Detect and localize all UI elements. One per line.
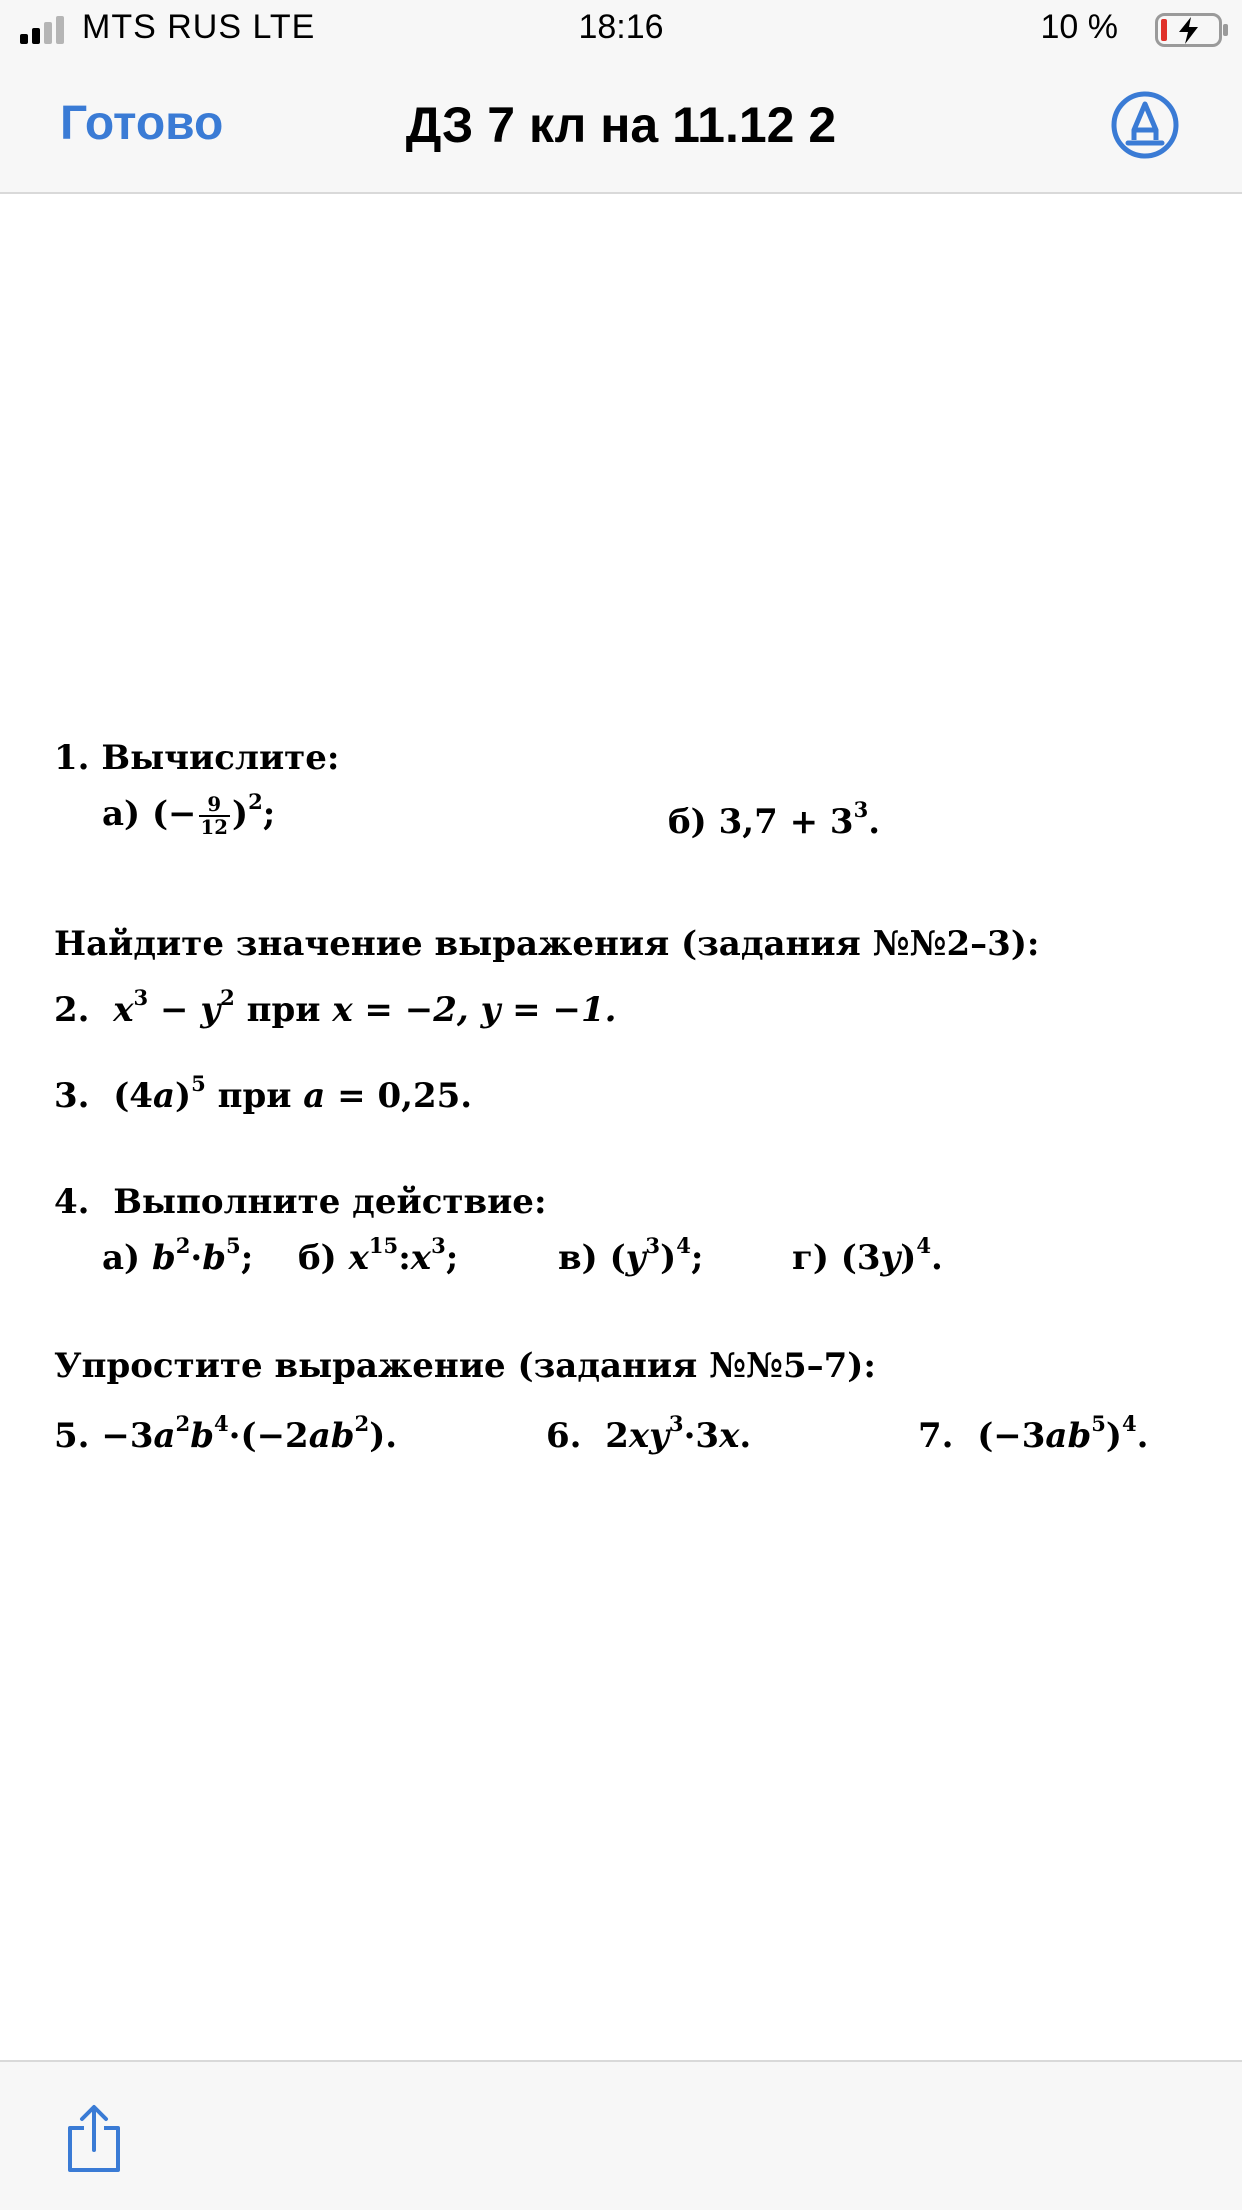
section-heading-5-7: Упростите выражение (задания №№5–7): [54, 1346, 876, 1386]
word-pri: при [234, 990, 333, 1030]
expression: (4 [113, 1076, 153, 1116]
exponent: 4 [916, 1233, 932, 1259]
variable: b [151, 1238, 176, 1278]
variable: x [410, 1238, 432, 1278]
operator: · [190, 1238, 203, 1278]
punctuation: ; [445, 1238, 459, 1278]
exponent: 3 [431, 1233, 446, 1259]
task-5 [54, 1411, 398, 1456]
variable: y [625, 1238, 646, 1278]
battery-charging-icon [1155, 13, 1229, 47]
task-6 [546, 1411, 752, 1456]
task-3-number: 3. [54, 1076, 90, 1116]
punctuation: ; [690, 1238, 704, 1278]
punctuation: . [739, 1416, 752, 1456]
condition: = 0,25. [325, 1076, 473, 1116]
task-2-number: 2. [54, 990, 90, 1030]
task-4a [102, 1233, 254, 1278]
task-1-number: 1. [54, 738, 90, 778]
document-page [0, 194, 1242, 2060]
task-4d [792, 1233, 943, 1278]
task-4c-label: в) [558, 1238, 598, 1278]
expression: (−3 [977, 1416, 1046, 1456]
task-4-instruction: Выполните действие: [113, 1182, 547, 1222]
variable: x [113, 990, 134, 1030]
status-bar [0, 0, 1242, 60]
exponent: 3 [668, 1411, 684, 1437]
task-1a-close: ) [231, 794, 249, 834]
status-time: 18:16 [578, 8, 664, 46]
exponent: 4 [676, 1233, 691, 1259]
task-4c [558, 1233, 704, 1278]
variable: y [200, 990, 221, 1030]
carrier-label: MTS RUS LTE [82, 8, 316, 46]
task-1b [668, 797, 881, 842]
section-heading-2-3: Найдите значение выражения (задания №№2–3): [54, 924, 1040, 964]
paren: (3 [840, 1238, 881, 1278]
task-5-number: 5. [54, 1416, 90, 1456]
exponent: 2 [248, 789, 263, 815]
exponent: 5 [226, 1233, 241, 1259]
done-button[interactable]: Готово [60, 97, 224, 150]
paren: ) [174, 1076, 192, 1116]
task-1-instruction: Вычислите: [101, 738, 340, 778]
fraction-numerator: 9 [199, 794, 230, 817]
task-3 [54, 1071, 473, 1116]
exponent: 4 [213, 1411, 229, 1437]
task-1b-label: б) [668, 802, 707, 842]
variable: a [153, 1416, 176, 1456]
exponent: 3 [133, 985, 149, 1011]
exponent: 3 [645, 1233, 661, 1259]
coefficient: −3 [89, 1416, 154, 1456]
variable: ab [308, 1416, 355, 1456]
expression: ·3 [683, 1416, 720, 1456]
fraction-denominator: 12 [200, 815, 228, 839]
variable: b [190, 1416, 214, 1456]
task-1a [102, 789, 276, 839]
variable: y [880, 1238, 901, 1278]
variable: x [348, 1238, 369, 1278]
operator: : [398, 1238, 411, 1278]
condition: x = −2, y = −1. [332, 990, 617, 1030]
paren: ) [1105, 1416, 1122, 1456]
markup-pen-icon[interactable] [1110, 90, 1180, 160]
task-4a-label: а) [102, 1238, 141, 1278]
punctuation: . [1136, 1416, 1149, 1456]
paren: ) [900, 1238, 917, 1278]
punctuation: ; [262, 794, 276, 834]
task-4b-label: б) [298, 1238, 337, 1278]
task-1a-label: а) [102, 794, 141, 834]
battery-percent: 10 % [1040, 8, 1118, 46]
variable: a [152, 1076, 175, 1116]
task-1b-expression: 3,7 + 3 [718, 802, 854, 842]
exponent: 15 [368, 1233, 399, 1259]
variable: ab [1045, 1416, 1092, 1456]
task-1-heading [54, 738, 339, 778]
paren: ( [609, 1238, 626, 1278]
punctuation: ). [369, 1416, 398, 1456]
punctuation: . [868, 802, 881, 842]
operator: − [148, 990, 201, 1030]
variable: a [303, 1076, 326, 1116]
task-7 [918, 1411, 1149, 1456]
document-title: ДЗ 7 кл на 11.12 2 [405, 97, 837, 153]
variable: b [202, 1238, 227, 1278]
exponent: 2 [175, 1233, 191, 1259]
exponent: 3 [853, 797, 869, 823]
fraction [199, 794, 230, 837]
task-6-number: 6. [546, 1416, 582, 1456]
exponent: 5 [1091, 1411, 1106, 1437]
task-4-heading [54, 1182, 547, 1222]
paren: ) [660, 1238, 677, 1278]
coefficient: 2 [605, 1416, 629, 1456]
exponent: 2 [175, 1411, 191, 1437]
task-4b [298, 1233, 459, 1278]
punctuation: . [931, 1238, 943, 1278]
navigation-bar [0, 60, 1242, 194]
punctuation: ; [240, 1238, 254, 1278]
exponent: 2 [220, 985, 235, 1011]
word-pri: при [205, 1076, 304, 1116]
bottom-toolbar [0, 2060, 1242, 2210]
task-4d-label: г) [792, 1238, 829, 1278]
task-2 [54, 985, 617, 1030]
share-icon[interactable] [64, 2104, 124, 2174]
expression: ·(−2 [228, 1416, 309, 1456]
task-4-number: 4. [54, 1182, 90, 1222]
task-7-number: 7. [918, 1416, 954, 1456]
exponent: 2 [354, 1411, 370, 1437]
task-1a-open: (− [151, 794, 197, 834]
exponent: 4 [1122, 1411, 1137, 1437]
variable: x [719, 1416, 740, 1456]
exponent: 5 [191, 1071, 206, 1097]
variable: xy [628, 1416, 669, 1456]
